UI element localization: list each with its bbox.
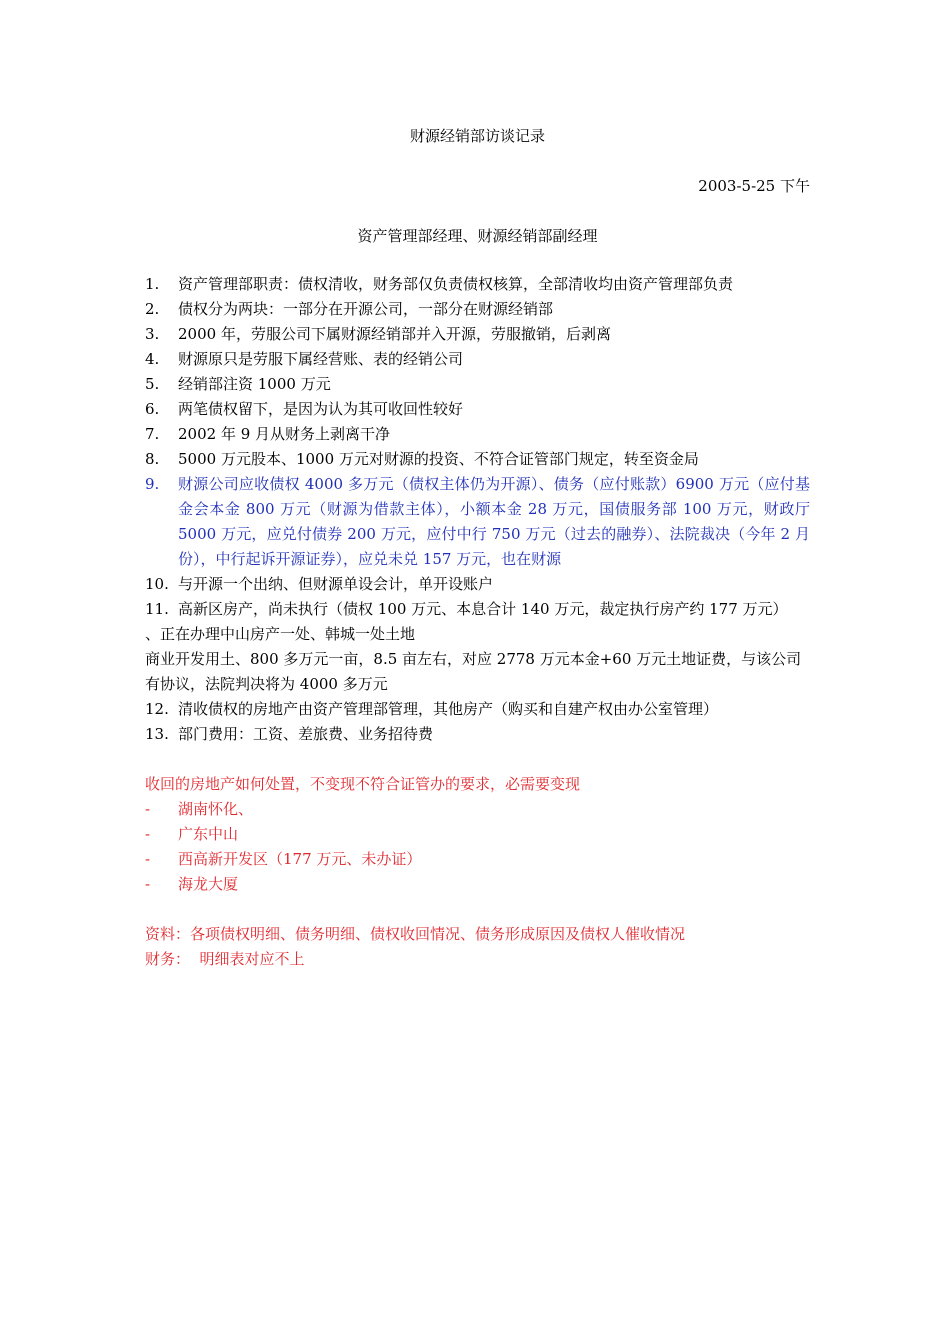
list-item — [145, 697, 810, 722]
list-item-highlighted — [145, 472, 810, 572]
continuation-paragraph: 商业开发用土、800 多万元一亩，8.5 亩左右，对应 2778 万元本金+60 万元土地证费，与该公司有协议，法院判决将为 4000 多万元 — [145, 650, 802, 693]
document-content — [145, 124, 810, 972]
materials-section — [145, 922, 810, 972]
list-item — [145, 372, 810, 397]
item-text: 2000 年，劳服公司下属财源经销部并入开源，劳服撤销，后剥离 — [178, 325, 611, 343]
item-text: 海龙大厦 — [178, 875, 239, 893]
list-item — [145, 822, 810, 847]
item-number: 12. — [145, 700, 169, 718]
list-item — [145, 597, 810, 622]
item-number: 1. — [145, 275, 160, 293]
notes-list-b — [145, 697, 810, 747]
item-text: 清收债权的房地产由资产管理部管理，其他房产（购买和自建产权由办公室管理） — [178, 700, 719, 718]
list-item — [145, 847, 810, 872]
item-text: 资产管理部职责：债权清收，财务部仅负责债权核算，全部清收均由资产管理部负责 — [178, 275, 734, 293]
continuation-line: 、正在办理中山房产一处、韩城一处土地 — [145, 625, 416, 643]
list-item — [145, 722, 810, 747]
interview-date: 2003-5-25 下午 — [698, 177, 810, 195]
item-number: 8. — [145, 450, 160, 468]
list-item — [145, 397, 810, 422]
item-number: 2. — [145, 300, 160, 318]
item-number: 6. — [145, 400, 160, 418]
materials-line: 资料：各项债权明细、债务明细、债权收回情况、债务形成原因及债权人催收情况 — [145, 925, 686, 943]
list-item — [145, 872, 810, 897]
spacer — [145, 897, 810, 922]
list-item — [145, 572, 810, 597]
item-text: 西高新开发区（177 万元、未办证） — [178, 850, 422, 868]
item-number: 11. — [145, 600, 169, 618]
item-number: 4. — [145, 350, 160, 368]
document-title: 财源经销部访谈记录 — [409, 127, 545, 145]
item-text: 债权分为两块：一部分在开源公司，一部分在财源经销部 — [178, 300, 554, 318]
list-item — [145, 447, 810, 472]
disposal-heading: 收回的房地产如何处置，不变现不符合证管办的要求，必需要变现 — [145, 775, 581, 793]
dash-bullet: - — [145, 850, 151, 868]
list-item — [145, 297, 810, 322]
list-item — [145, 347, 810, 372]
spacer — [145, 747, 810, 772]
list-item — [145, 322, 810, 347]
finance-line: 财务： 明细表对应不上 — [145, 950, 305, 968]
disposal-section — [145, 772, 810, 897]
item-number: 3. — [145, 325, 160, 343]
item-text: 与开源一个出纳、但财源单设会计，单开设账户 — [178, 575, 494, 593]
list-item — [145, 422, 810, 447]
item-number: 9. — [145, 475, 160, 493]
item-text: 财源原只是劳服下属经营账、表的经销公司 — [178, 350, 464, 368]
item-number: 13. — [145, 725, 169, 743]
dash-bullet: - — [145, 875, 151, 893]
item-text: 2002 年 9 月从财务上剥离干净 — [178, 425, 391, 443]
dash-bullet: - — [145, 800, 151, 818]
item-text: 部门费用：工资、差旅费、业务招待费 — [178, 725, 434, 743]
item-text: 两笔债权留下，是因为认为其可收回性较好 — [178, 400, 464, 418]
item-text: 湖南怀化、 — [178, 800, 254, 818]
item-text: 财源公司应收债权 4000 多万元（债权主体仍为开源）、债务（应付账款）6900 万元（应付基金会本金 800 万元（财源为借款主体），小额本金 28 万元，国债服务部 100 万元，财政厅 5000 万元，应兑付债券 200 万元，应付中行 750 万元（过去的融券）、法院裁决（今年 2 月份），中行起诉开源证券），应兑未兑 157 万元，也在财源 — [178, 475, 810, 568]
item-number: 5. — [145, 375, 160, 393]
interviewees: 资产管理部经理、财源经销部副经理 — [357, 227, 598, 245]
notes-list-a — [145, 272, 810, 622]
item-number: 7. — [145, 425, 160, 443]
item-text: 高新区房产，尚未执行（债权 100 万元、本息合计 140 万元，裁定执行房产约 177 万元） — [178, 600, 788, 618]
item-text: 广东中山 — [178, 825, 239, 843]
list-item — [145, 272, 810, 297]
item-text: 经销部注资 1000 万元 — [178, 375, 331, 393]
item-text: 5000 万元股本、1000 万元对财源的投资、不符合证管部门规定，转至资金局 — [178, 450, 699, 468]
list-item — [145, 797, 810, 822]
item-number: 10. — [145, 575, 169, 593]
dash-bullet: - — [145, 825, 151, 843]
